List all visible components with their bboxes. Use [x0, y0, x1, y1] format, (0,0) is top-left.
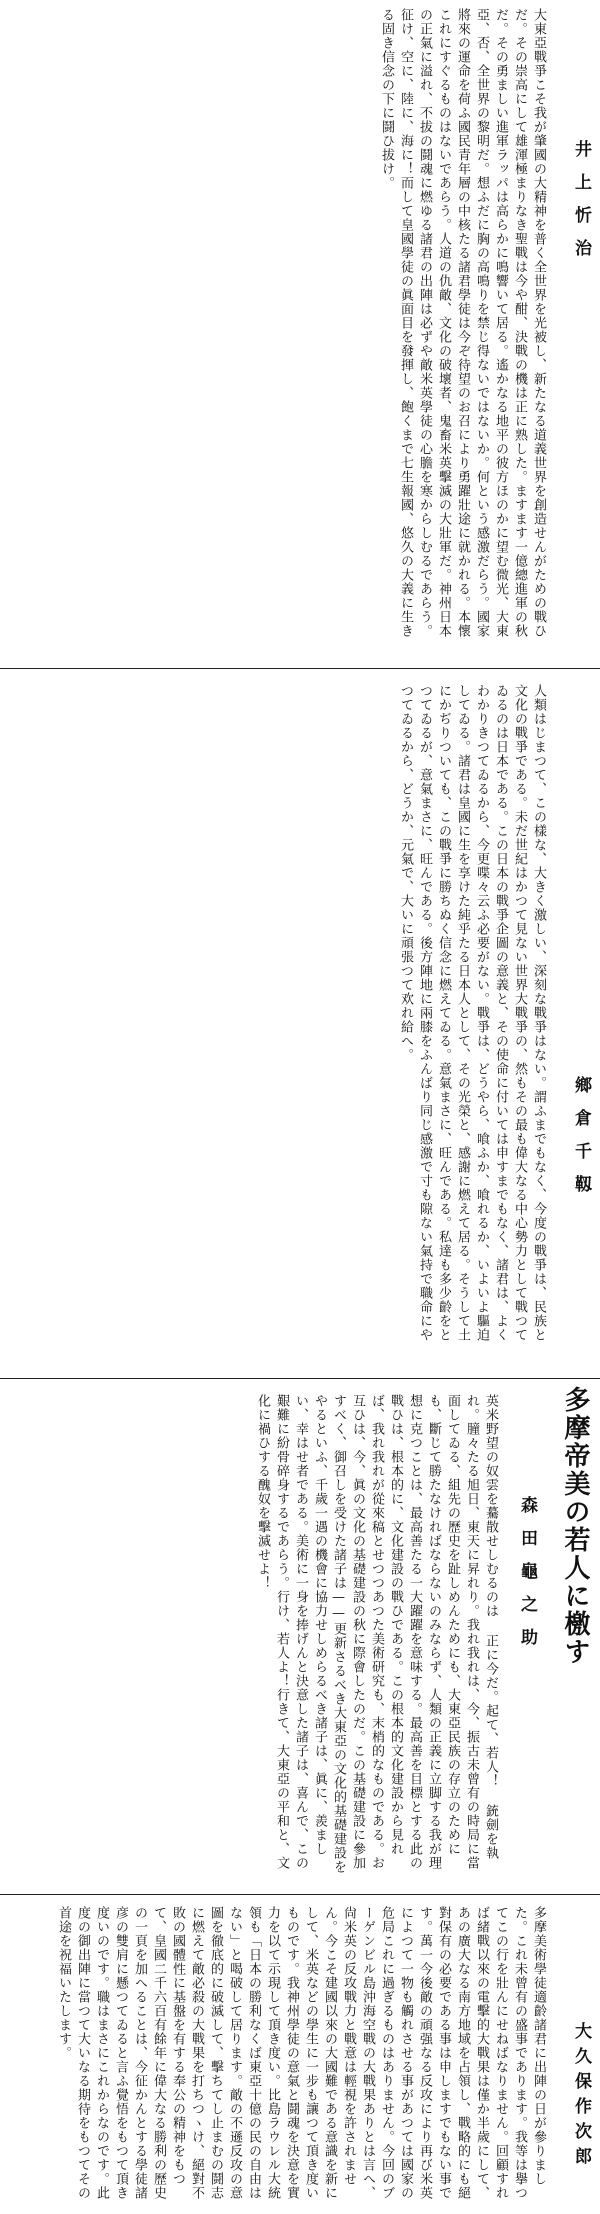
- author-name: 井上忻治: [571, 140, 591, 272]
- article-title: 多摩帝美の若人に檄す: [560, 1386, 590, 1666]
- essay-body: 大東亞戰爭こそ我が肇國の大精神を普く全世界を光被し、新たなる道義世界を創造せんがための戰ひだ。その崇高にして雄渾極まりなき聖戰は今や酣、決戰の機は正に熟した。ますます一億總進軍の秋だ。その勇ましい進軍ラッパは高らかに鳴響いて居る。遙かなる地平の彼方ほのかに望む微光、大東亞、否、全世界の黎明だ。想ふだに胸の高鳴りを禁じ得ないではないか。何という感激だらう。國家將來の運命を荷ふ國民青年層の中核たる諸君學徒は今ぞ待望のお召により勇躍壯途に就かれる。本懷これにすぐるものはないであらう。人道の仇敵、文化の破壞者、鬼畜米英擊滅の大壯軍だ。神州日本の正氣に溢れ、不拔の鬪魂に燃ゆる諸君の出陣は必ずや敵米英學徒の心膽を寒からしむるであらう。征け、空に、陸に、海に！而して皇國學徒の眞面目を發揮し、飽くまで七生報國、悠久の大義に生きる固き信念の下に鬪ひ拔け。: [379, 8, 546, 638]
- essay-body: 多摩美術學徒適齡諸君に出陣の日が參りました。これ未曾有の盛事であります。我等は擧つてこの行を壯んにせねばなりません。回顧すれば緒戰以來の電擊的大戰果は僅か半歲にして、あの廣大なる南方地域を占領し、戰略的にも絕對保有の必要である事は申しますでもない事です。萬一今後敵の頑强なる反攻により再び米英によつて一物も觸れさせる事があつては國家の危局これに過ぎるものはありません。今回のブーゲンビル島沖海空戰の大戰果ありとは言へ、尙米英の反攻戰力と戰意は輕視を許されません。今こそ建國以來の大國難である意識を新にして、米英などの學生に一步も讓つて頂き度いものです。我神州學徒の意氣と鬪魂を決意を實力を以て示現して頂き度い。比島ラウレル大統領も「日本の勝利なくば東亞十億の民の自由はない」と喝破して居ります。敵の不遜反攻の意圖を徹底的に破滅して、擊ちてし止まむの鬪志に燃えて敵必殺の大戰果を打ちつヽけ、絕對不敗の國體性に基盤を有する奉公の精神をもつて、皇國二千六百有餘年に偉大なる勝利の歷史の一頁を加へることは、今征かんとする學徒諸彦の雙肩に懸つてゐると言ふ覺悟をもつて頂き度いのです。職はまさにこれからなのです。此度の御出陣に當つて大いなる期待をもつてその首途を祝福いたします。: [56, 1906, 546, 2200]
- essay-section-4: [0, 1902, 600, 2214]
- section-divider: [0, 1894, 600, 1895]
- author-name: 鄉倉千靱: [571, 1076, 591, 1208]
- essay-section-2: [0, 676, 600, 1370]
- essay-body: 人類はじまつて、この樣な、大きく激しい、深刻な戰爭はない。謂ふまでもなく、今度の戰爭は、民族と文化の戰爭である。未だ世紀はかつて見ない世界大戰爭の、然もその最も偉大なる中心勢力として戰つてゐるのは日本である。この日本の戰爭企圖の意義と、その使命に付いては申すまでもなく、諸君は、よくわかりきつてゐるから、今更喋々云ふ必要がない。戰爭は、どうやら、喰ふか、喰れるか、いよいよ驅迫してゐる。諸君は皇國に生を享けた純乎たる日本人として、その光榮と、感謝に燃えて居る。そうして土にかぢりついても、この戰爭に勝ちぬく信念に燃えてゐる。意氣まさに、旺んである。私達も多少齡をとつてゐるが、意氣まさに、旺んである。後方陣地に兩膝をふんばり同じ感激で寸も隙ない氣持で職命にやつてゐるから、どうか、元氣で、大いに頑張つて欢れ給へ。: [398, 684, 546, 1342]
- author-name: 大久保作次郎: [571, 2022, 591, 2172]
- section-divider: [0, 668, 600, 669]
- essay-body: 英米野望の奴雲を驀散せしむるのは 正に今だ。起て、若人！ 銃劍を執れ。朣々たる旭日、東天に昇れり。我れ我れは、今、振古未曾有の時局に當面してゐる、組先の歷史を趾しめんためにも、大東亞民族の存立のためにも、斷じて勝たなければならないのみならず、人類の正義に立脚する我が理想に克つことは、最高善たる一大躍躍を意味する。最高善を目標とする此の戰ひは、根本的に、文化建設の戰ひである。この根本的文化建設から見れば、我れ我れが從來稿とせつつあつた美術研究も、末梢的なものである。お互ひは、今、眞の文化の基礎建設の秋に際會したのだ。この基礎建設に參加すべく、御召しを受けた諸子は——更新さるべき大東亞の文化的基礎建設をやるといふ、千歲一遇の機會に協力せしめらるべき諸子は、眞に、羨ましい、幸はせ者である。美術に一身を捧げんと決意した諸子は、喜んで、この艱難に紛骨碎身するであらう。行け、若人よ！行きて、大東亞の平和と、文化に禍ひする醜奴を擊滅せよ！: [255, 1394, 498, 1874]
- author-name: 森田龜之助: [517, 1496, 537, 1661]
- essay-section-3: [0, 1386, 600, 1886]
- section-divider: [0, 1378, 600, 1379]
- essay-section-1: [0, 0, 600, 660]
